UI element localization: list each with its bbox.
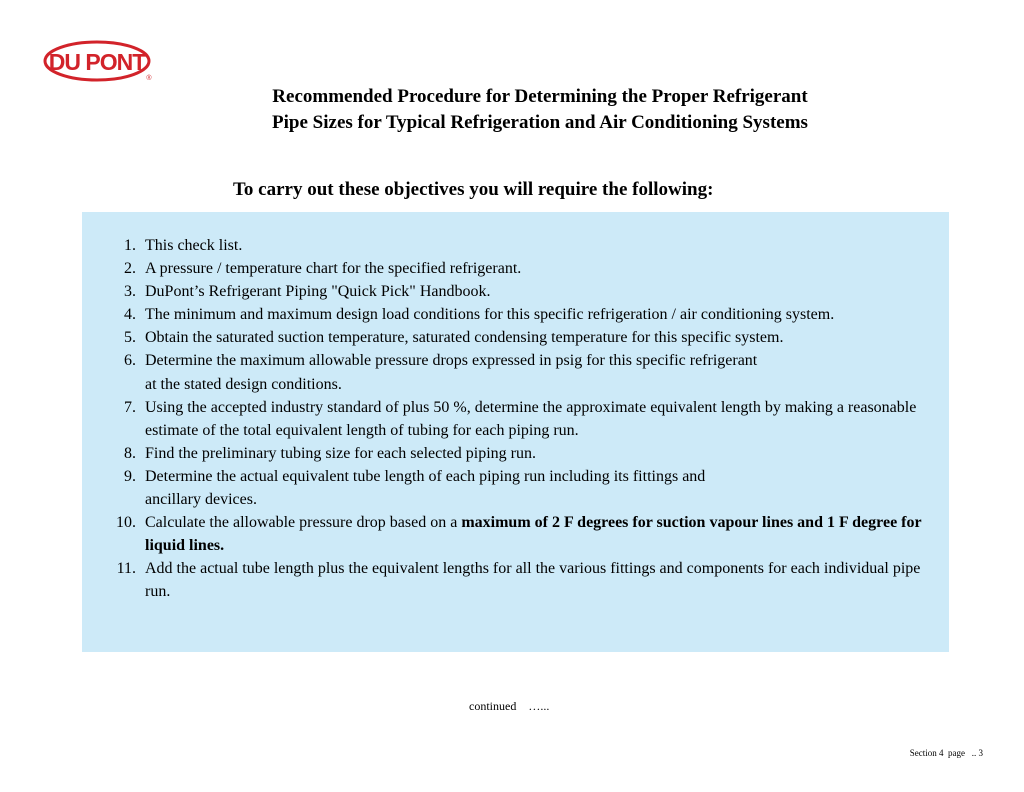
list-item-number: 9.	[124, 467, 136, 485]
list-item	[82, 465, 949, 511]
title-line-1: Recommended Procedure for Determining the Proper Refrigerant	[272, 86, 808, 107]
page-number: Section 4 page .. 3	[909, 748, 983, 758]
list-item-text-line-2: ancillary devices.	[145, 491, 257, 509]
list-item-text: The minimum and maximum design load conditions for this specific refrigeration / air conditioning system.	[145, 306, 835, 324]
list-item-number: 4.	[124, 306, 136, 324]
list-item-text-line-1: Determine the actual equivalent tube length of each piping run including its fittings and	[145, 467, 706, 485]
dupont-logo	[43, 40, 155, 85]
list-item	[82, 257, 949, 280]
list-item	[82, 349, 949, 395]
list-item-number: 5.	[124, 329, 136, 347]
title-line-2: Pipe Sizes for Typical Refrigeration and Air Conditioning Systems	[272, 112, 808, 133]
page-title	[150, 84, 930, 136]
list-item	[82, 303, 949, 326]
list-item-number: 6.	[124, 352, 136, 370]
list-item-text-line-1: Determine the maximum allowable pressure drops expressed in psig for this specific refrigerant	[145, 352, 758, 370]
list-item-text: Calculate the allowable pressure drop based on a	[145, 514, 462, 532]
list-item	[82, 280, 949, 303]
svg-text:DU PONT: DU PONT	[48, 49, 146, 75]
list-item-number: 3.	[124, 283, 136, 301]
list-item-text: This check list.	[145, 237, 243, 254]
list-item-emphasis: maximum of 2 F degrees for suction vapour lines and 1 F degree for liquid lines.	[145, 514, 922, 555]
list-item-text-line-2: at the stated design conditions.	[145, 375, 342, 393]
list-item-text: DuPont’s Refrigerant Piping "Quick Pick" Handbook.	[145, 283, 491, 301]
requirements-panel	[82, 212, 949, 652]
svg-text:®: ®	[146, 75, 152, 82]
list-item	[82, 442, 949, 465]
list-item-number: 2.	[124, 260, 136, 278]
list-item-text: Using the accepted industry standard of plus 50 %, determine the approximate equivalent length by making a reasonable estimate of the total equivalent length of tubing for each piping run.	[145, 398, 917, 439]
list-item-text: A pressure / temperature chart for the specified refrigerant.	[145, 260, 522, 278]
list-item-text: Obtain the saturated suction temperature, saturated condensing temperature for this specific system.	[145, 329, 784, 347]
list-item-text: Find the preliminary tubing size for each selected piping run.	[145, 444, 536, 462]
list-item-number: 1.	[124, 237, 136, 254]
list-item-number: 11.	[116, 560, 136, 578]
list-item	[82, 234, 949, 257]
list-item-number: 8.	[124, 444, 136, 462]
continued-note: continued …...	[469, 699, 550, 713]
list-item	[82, 396, 949, 442]
dupont-logo-icon	[43, 40, 155, 85]
list-item	[82, 511, 949, 557]
list-item-text: Add the actual tube length plus the equivalent lengths for all the various fittings and components for each individual pipe run.	[145, 560, 921, 601]
list-item-number: 7.	[124, 398, 136, 416]
list-item	[82, 326, 949, 349]
requirements-list	[82, 234, 949, 604]
list-item	[82, 557, 949, 603]
list-item-number: 10.	[116, 514, 136, 532]
page-subtitle: To carry out these objectives you will require the following:	[233, 179, 714, 200]
